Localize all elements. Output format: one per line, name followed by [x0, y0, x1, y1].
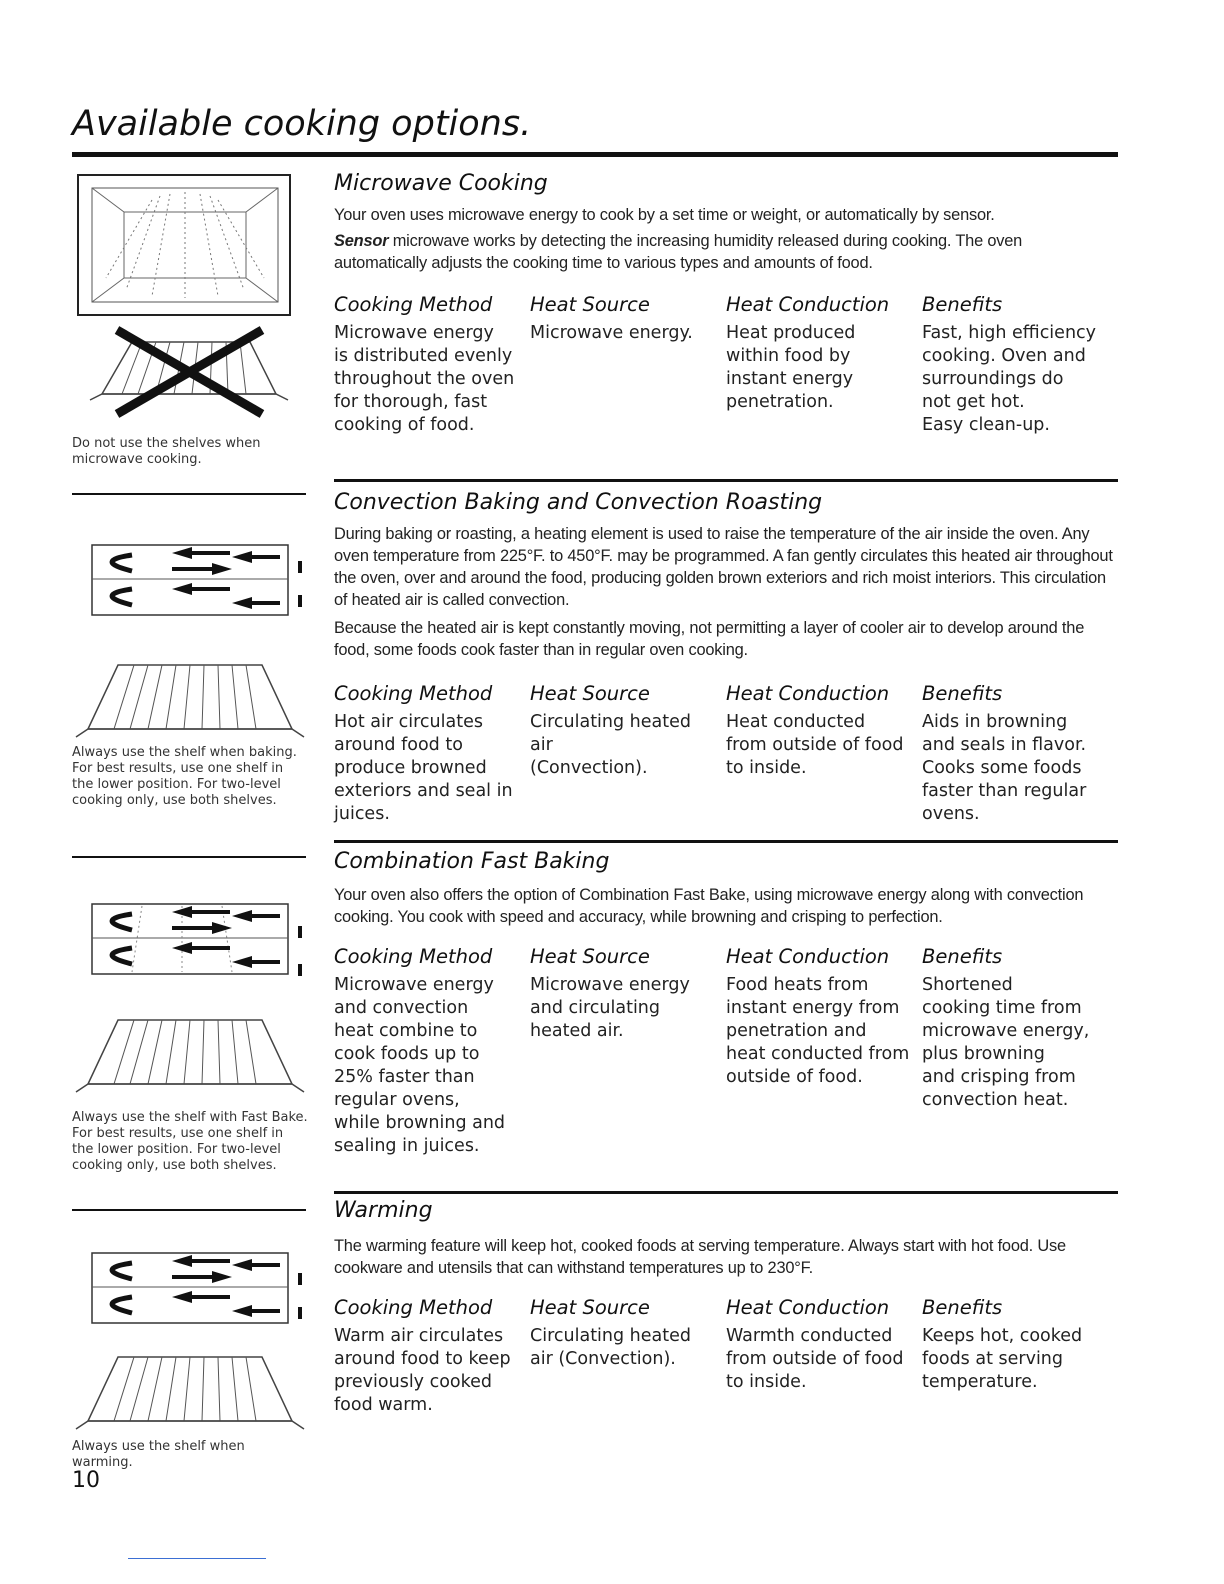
microwave-oven-icon: [72, 172, 294, 320]
bottom-link-line: [128, 1558, 266, 1559]
column-heat-source: Heat Source Circulating heated air (Convection).: [530, 682, 691, 778]
section-heading: Combination Fast Baking: [334, 849, 610, 874]
column-heat-conduction: Heat Conduction Heat produced within food by instant energy penetration.: [726, 293, 890, 412]
figure-caption: Always use the shelf when warming.: [72, 1439, 245, 1470]
page-number: 10: [72, 1468, 100, 1493]
section-rule: [334, 479, 1118, 482]
column-benefits: Benefits Fast, high efficiency cooking. Oven and surroundings do not get hot. Easy clean-up.: [922, 293, 1097, 435]
column-benefits: Benefits Keeps hot, cooked foods at serving temperature.: [922, 1296, 1083, 1392]
convection-fan-icon: [72, 531, 312, 617]
convection-fan-icon: [72, 1243, 312, 1329]
warming-figure: [72, 1243, 312, 1473]
column-cooking-method: Cooking Method Microwave energy and convection heat combine to cook foods up to 25% faster than regular ovens, while browning and sealing in juices.: [334, 945, 506, 1156]
column-heat-conduction: Heat Conduction Food heats from instant energy from penetration and heat conducted from outside of food.: [726, 945, 910, 1087]
sensor-term: Sensor: [334, 232, 389, 250]
cooking-table: [334, 1295, 1118, 1417]
cooking-table: [334, 292, 1118, 437]
cooking-table: [334, 681, 1118, 826]
column-heat-conduction: Heat Conduction Warmth conducted from outside of food to inside.: [726, 1296, 904, 1392]
side-rule: [72, 1209, 306, 1211]
convection-figure: [72, 531, 312, 808]
section-content: [334, 489, 1118, 826]
column-heat-conduction: Heat Conduction Heat conducted from outside of food to inside.: [726, 682, 904, 778]
section-convection-baking: [72, 479, 1118, 839]
section-rule: [334, 840, 1118, 843]
section-heading: Warming: [334, 1198, 433, 1223]
paragraph-1: The warming feature will keep hot, cooked foods at serving temperature. Always start with hot food. Use cookware and utensils that can withstand temperatures up to 230°F.: [334, 1237, 1066, 1277]
side-rule: [72, 493, 306, 495]
paragraph-1: Your oven also offers the option of Combination Fast Bake, using microwave energy along with convection cooking. You cook with speed and accuracy, while browning and crisping to perfection.: [334, 886, 1084, 926]
oven-shelf-icon: [72, 655, 312, 745]
section-combination-fast-baking: [72, 840, 1118, 1190]
figure-caption: Always use the shelf with Fast Bake. For best results, use one shelf in the lower position. For two-level cooking only, use both shelves.: [72, 1110, 308, 1173]
figure-caption: Do not use the shelves when microwave cooking.: [72, 436, 261, 467]
section-heading: Microwave Cooking: [334, 171, 548, 196]
section-warming: [72, 1191, 1118, 1476]
figure-caption: Always use the shelf when baking. For best results, use one shelf in the lower position. For two-level cooking only, use both shelves.: [72, 745, 297, 808]
column-cooking-method: Cooking Method Hot air circulates around food to produce browned exteriors and seal in juices.: [334, 682, 513, 824]
title-rule: [72, 152, 1118, 157]
paragraph-2: Because the heated air is kept constantly moving, not permitting a layer of cooler air to develop around the food, some foods cook faster than in regular oven cooking.: [334, 619, 1085, 659]
section-microwave-cooking: [72, 170, 1118, 475]
oven-shelf-icon: [72, 1347, 312, 1437]
microwave-figure: [72, 172, 312, 467]
section-content: [334, 170, 1118, 437]
page-title: Available cooking options.: [72, 104, 532, 144]
intro-paragraph: Your oven uses microwave energy to cook by a set time or weight, or automatically by sensor.: [334, 206, 995, 224]
paragraph-1: During baking or roasting, a heating element is used to raise the temperature of the air inside the oven. Any oven temperature from 225°F. to 450°F. may be programmed. A fan gently circulates this heated air throughout the oven, over and around the food, producing golden brown exteriors and rich moist interiors. This circulation of heated air is called convection.: [334, 525, 1113, 609]
column-cooking-method: Cooking Method Warm air circulates around food to keep previously cooked food warm.: [334, 1296, 511, 1415]
section-heading: Convection Baking and Convection Roasting: [334, 490, 823, 515]
section-content: [334, 1197, 1118, 1417]
column-benefits: Benefits Aids in browning and seals in flavor. Cooks some foods faster than regular ovens.: [922, 682, 1087, 824]
sensor-paragraph: [334, 230, 1118, 274]
column-heat-source: Heat Source Microwave energy.: [530, 293, 693, 343]
column-heat-source: Heat Source Microwave energy and circulating heated air.: [530, 945, 690, 1041]
column-heat-source: Heat Source Circulating heated air (Convection).: [530, 1296, 691, 1369]
fast-bake-figure: [72, 888, 312, 1178]
column-cooking-method: Cooking Method Microwave energy is distributed evenly throughout the oven for thorough, fast cooking of food.: [334, 293, 515, 435]
section-rule: [334, 1191, 1118, 1194]
section-content: [334, 848, 1118, 1158]
cooking-table: [334, 944, 1118, 1158]
side-rule: [72, 856, 306, 858]
oven-shelf-icon: [72, 1010, 312, 1100]
sensor-text: microwave works by detecting the increasing humidity released during cooking. The oven automatically adjusts the cooking time to various types and amounts of food.: [334, 232, 1023, 272]
column-benefits: Benefits Shortened cooking time from microwave energy, plus browning and crisping from convection heat.: [922, 945, 1090, 1110]
no-shelf-icon: [72, 322, 294, 422]
convection-fan-icon: [72, 888, 312, 984]
